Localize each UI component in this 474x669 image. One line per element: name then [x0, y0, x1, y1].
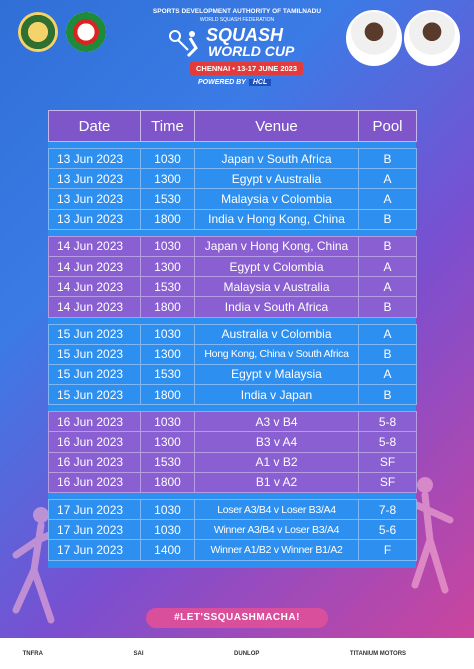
sponsor-logo: TNFRA — [22, 650, 43, 657]
cell-time: 1530 — [141, 189, 195, 209]
cell-time: 1300 — [141, 256, 195, 276]
cell-time: 1800 — [141, 472, 195, 492]
cell-date: 16 Jun 2023 — [49, 472, 141, 492]
cell-pool: SF — [359, 472, 417, 492]
cell-date: 14 Jun 2023 — [49, 277, 141, 297]
cell-pool: B — [359, 385, 417, 405]
cell-venue: Hong Kong, China v South Africa — [195, 344, 359, 364]
cell-date: 15 Jun 2023 — [49, 324, 141, 344]
table-row — [49, 256, 417, 276]
cell-time: 1030 — [141, 149, 195, 169]
federation-line: WORLD SQUASH FEDERATION — [199, 17, 275, 23]
table-row — [49, 520, 417, 540]
cell-venue: Loser A3/B4 v Loser B3/A4 — [195, 500, 359, 520]
table-row — [49, 500, 417, 520]
cell-pool: A — [359, 169, 417, 189]
table-row — [49, 149, 417, 169]
cell-venue: Japan v South Africa — [195, 149, 359, 169]
cell-date: 14 Jun 2023 — [49, 256, 141, 276]
cell-pool: A — [359, 256, 417, 276]
column-header-venue: Venue — [195, 111, 359, 142]
org-line: SPORTS DEVELOPMENT AUTHORITY OF TAMILNADU — [152, 8, 322, 15]
cell-venue: India v South Africa — [195, 297, 359, 317]
table-row — [49, 297, 417, 317]
cell-date: 14 Jun 2023 — [49, 236, 141, 256]
table-row — [49, 169, 417, 189]
schedule-table — [48, 110, 416, 568]
cell-date: 17 Jun 2023 — [49, 540, 141, 560]
event-logo — [168, 26, 318, 86]
column-header-pool: Pool — [359, 111, 417, 142]
cell-time: 1030 — [141, 324, 195, 344]
table-row — [49, 412, 417, 432]
cell-pool: B — [359, 149, 417, 169]
sponsor-logo: DUNLOP — [234, 650, 260, 657]
powered-by — [198, 79, 318, 86]
cell-pool: A — [359, 364, 417, 384]
table-row — [49, 344, 417, 364]
cell-date: 14 Jun 2023 — [49, 297, 141, 317]
cell-venue: Egypt v Colombia — [195, 256, 359, 276]
sponsor-strip — [0, 638, 474, 669]
cell-date: 13 Jun 2023 — [49, 169, 141, 189]
hashtag-banner: #LET'SSQUASHMACHA! — [146, 608, 328, 628]
cell-venue: A3 v B4 — [195, 412, 359, 432]
cell-time: 1800 — [141, 209, 195, 229]
cell-pool: A — [359, 324, 417, 344]
table-row — [49, 277, 417, 297]
cell-date: 17 Jun 2023 — [49, 500, 141, 520]
cell-date: 16 Jun 2023 — [49, 452, 141, 472]
tamilnadu-emblem-icon — [18, 12, 58, 52]
cell-time: 1300 — [141, 432, 195, 452]
table-row — [49, 540, 417, 560]
table-row — [49, 472, 417, 492]
cell-venue: Winner A3/B4 v Loser B3/A4 — [195, 520, 359, 540]
cell-venue: Egypt v Australia — [195, 169, 359, 189]
squash-player-icon — [168, 28, 202, 58]
cell-pool: B — [359, 209, 417, 229]
cell-venue: Malaysia v Australia — [195, 277, 359, 297]
powered-by-label: POWERED BY — [198, 79, 246, 86]
cell-time: 1030 — [141, 500, 195, 520]
event-title-2: WORLD CUP — [208, 43, 295, 59]
table-row — [49, 364, 417, 384]
cell-date: 16 Jun 2023 — [49, 412, 141, 432]
cell-pool: 7-8 — [359, 500, 417, 520]
table-row — [49, 236, 417, 256]
cell-time: 1300 — [141, 344, 195, 364]
cell-venue: A1 v B2 — [195, 452, 359, 472]
sdat-logo-icon — [66, 12, 106, 52]
event-dates: CHENNAI • 13-17 JUNE 2023 — [190, 62, 303, 75]
cell-venue: Japan v Hong Kong, China — [195, 236, 359, 256]
table-row — [49, 209, 417, 229]
sponsor-logo: SAI — [133, 650, 144, 657]
cell-date: 13 Jun 2023 — [49, 189, 141, 209]
cell-time: 1530 — [141, 277, 195, 297]
column-header-date: Date — [49, 111, 141, 142]
cell-time: 1800 — [141, 297, 195, 317]
table-row — [49, 452, 417, 472]
cell-time: 1030 — [141, 520, 195, 540]
table-row — [49, 324, 417, 344]
cell-pool: A — [359, 277, 417, 297]
cell-time: 1400 — [141, 540, 195, 560]
cell-time: 1800 — [141, 385, 195, 405]
cell-date: 15 Jun 2023 — [49, 385, 141, 405]
avatar — [404, 10, 460, 66]
cell-venue: Winner A1/B2 v Winner B1/A2 — [195, 540, 359, 560]
cell-pool: A — [359, 189, 417, 209]
column-header-time: Time — [141, 111, 195, 142]
cell-venue: B1 v A2 — [195, 472, 359, 492]
cell-venue: India v Hong Kong, China — [195, 209, 359, 229]
sponsor-logo: TITANIUM MOTORS — [349, 650, 407, 657]
cell-time: 1300 — [141, 169, 195, 189]
cell-time: 1030 — [141, 412, 195, 432]
cell-venue: Malaysia v Colombia — [195, 189, 359, 209]
table-row — [49, 189, 417, 209]
table-header-row — [49, 111, 417, 142]
cell-date: 15 Jun 2023 — [49, 364, 141, 384]
cell-time: 1530 — [141, 452, 195, 472]
cell-venue: Egypt v Malaysia — [195, 364, 359, 384]
cell-time: 1030 — [141, 236, 195, 256]
cell-time: 1530 — [141, 364, 195, 384]
cell-date: 13 Jun 2023 — [49, 149, 141, 169]
event-title-1: SQUASH — [206, 25, 284, 45]
table-row — [49, 385, 417, 405]
cell-pool: 5-8 — [359, 412, 417, 432]
cell-date: 16 Jun 2023 — [49, 432, 141, 452]
hcl-logo-icon: HCL — [249, 79, 271, 86]
header — [0, 0, 474, 110]
table-row — [49, 432, 417, 452]
cell-pool: SF — [359, 452, 417, 472]
cell-venue: India v Japan — [195, 385, 359, 405]
cell-venue: Australia v Colombia — [195, 324, 359, 344]
cell-date: 15 Jun 2023 — [49, 344, 141, 364]
cell-date: 13 Jun 2023 — [49, 209, 141, 229]
cell-pool: B — [359, 236, 417, 256]
cell-date: 17 Jun 2023 — [49, 520, 141, 540]
cell-venue: B3 v A4 — [195, 432, 359, 452]
cell-pool: 5-6 — [359, 520, 417, 540]
avatar — [346, 10, 402, 66]
cell-pool: B — [359, 297, 417, 317]
cell-pool: 5-8 — [359, 432, 417, 452]
cell-pool: B — [359, 344, 417, 364]
cell-pool: F — [359, 540, 417, 560]
